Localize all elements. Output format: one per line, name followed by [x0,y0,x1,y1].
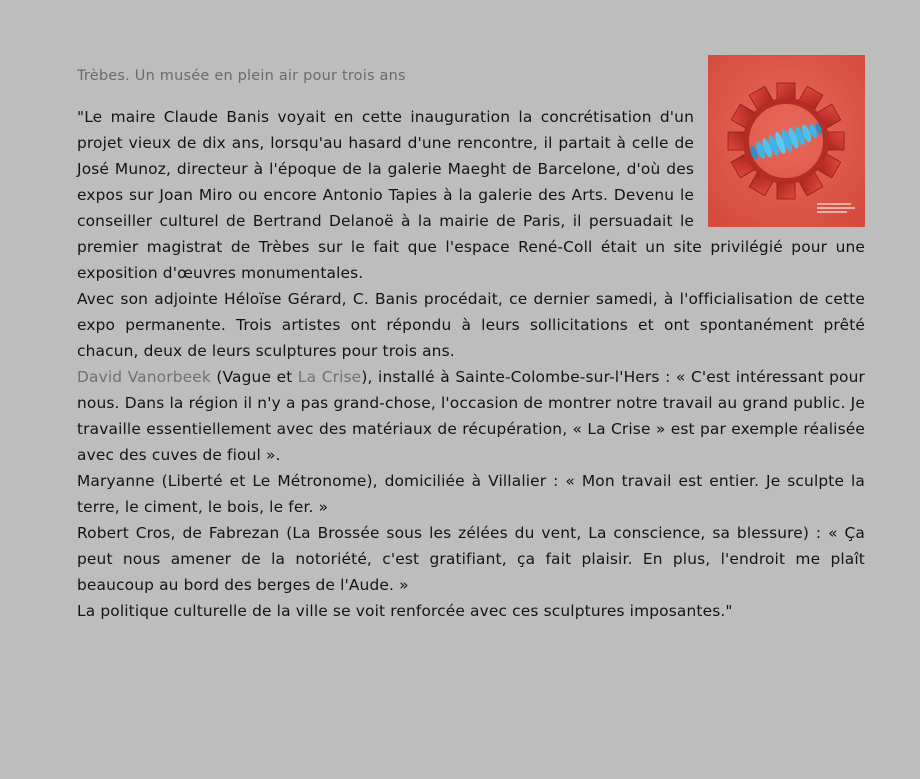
paragraph-3-text-a: (Vague et [210,368,298,386]
paragraph-3 [77,364,865,468]
image-watermark [817,203,857,217]
paragraph-5: Robert Cros, de Fabrezan (La Brossée sous les zélées du vent, La conscience, sa blessure) : « Ça peut nous amener de la notoriété, c'est gratifiant, ça fait plaisir. En plus, l'endroit me plaît beaucoup au bord des berges de l'Aude. » [77,524,865,594]
article-headline: Trèbes. Un musée en plein air pour trois ans [77,68,406,84]
paragraph-6: La politique culturelle de la ville se voit renforcée avec ces sculptures imposantes." [77,602,733,620]
paragraph-2: Avec son adjointe Héloïse Gérard, C. Banis procédait, ce dernier samedi, à l'officialisation de cette expo permanente. Trois artistes ont répondu à leurs sollicitations et ont spontanément prêté chacun, deux de leurs sculptures pour trois ans. [77,290,865,360]
paragraph-1: "Le maire Claude Banis voyait en cette inauguration la concrétisation d'un projet vieux de dix ans, lorsqu'au hasard d'une rencontre, il partait à celle de José Munoz, directeur à l'époque de la galerie Maeght de Barcelone, d'où des expos sur Joan Miro ou encore Antonio Tapies à la galerie des Arts. Devenu le conseiller culturel de Bertrand Delanoë à la mairie de Paris, il persuadait le premier magistrat de Trèbes sur le fait que l'espace René-Coll était un site privilégié pour une exposition d'œuvres monumentales. [77,108,865,282]
article-body [77,104,865,624]
sculpture-image[interactable] [708,55,865,227]
artwork-link-la-crise[interactable]: La Crise [297,368,362,386]
article-page [77,68,865,624]
sculpture-illustration [708,55,865,227]
paragraph-4: Maryanne (Liberté et Le Métronome), domiciliée à Villalier : « Mon travail est entier. Je sculpte la terre, le ciment, le bois, le fer. » [77,472,865,516]
artist-link-david-vanorbeek[interactable]: David Vanorbeek [77,368,211,386]
paragraph-3-text-b: ), installé à Sainte-Colombe-sur-l'Hers : « C'est intéressant pour nous. Dans la région il n'y a pas grand-chose, l'occasion de montrer notre travail au grand public. Je travaille essentiellement avec des matériaux de récupération, « La Crise » est par exemple réalisée avec des cuves de fioul ». [77,368,866,464]
